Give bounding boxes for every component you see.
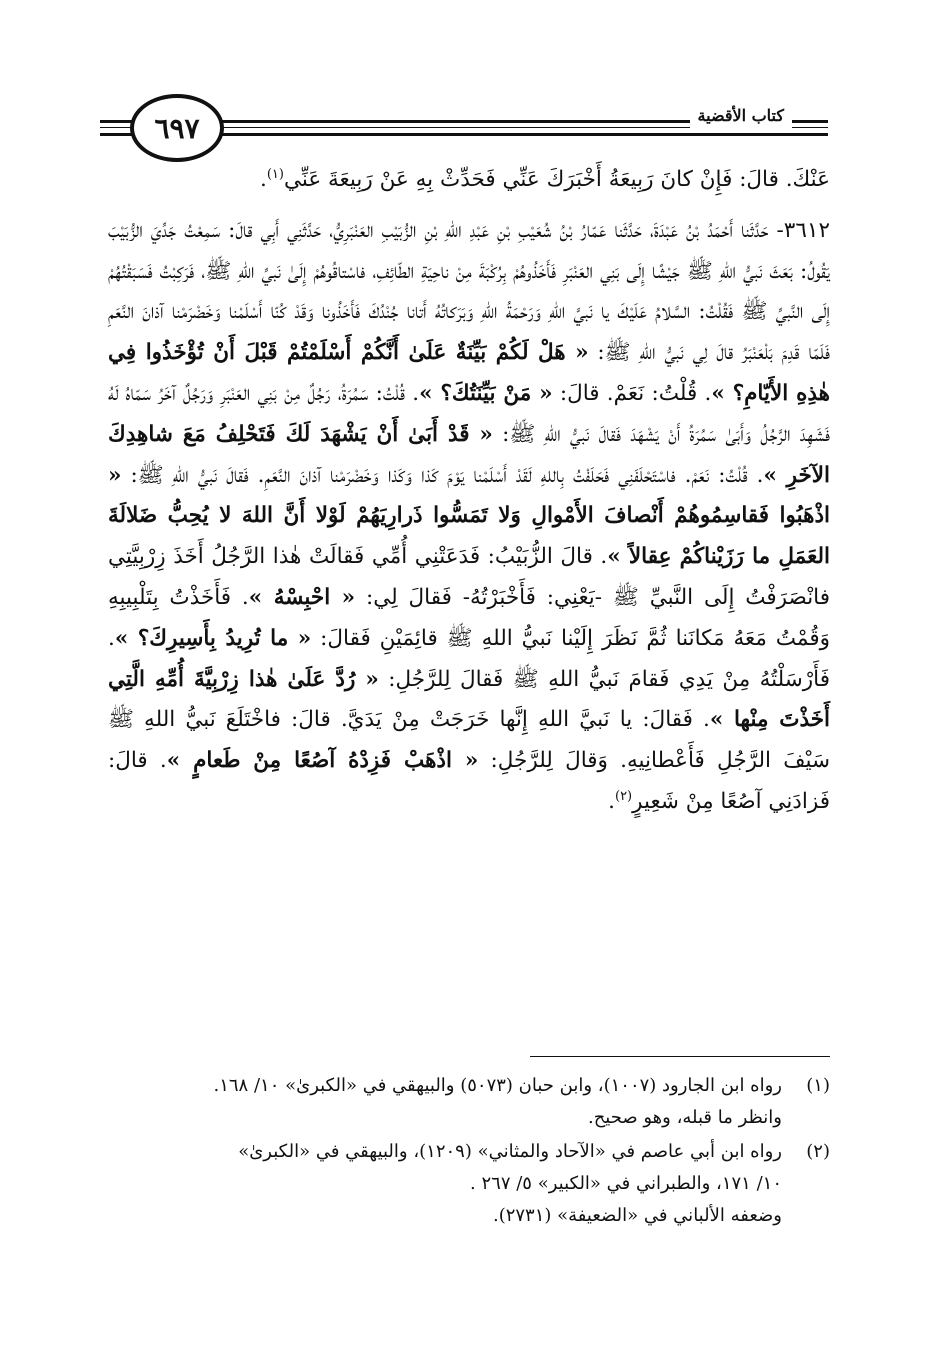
footnote-ref: (٢): [614, 788, 633, 804]
prophetic-quote: « اذْهَبُوا فَقاسِمُوهُمْ أَنْصافَ الأَمْوالِ وَلا تَمَسُّوا ذَرارِيَهُمْ لَوْلا أَنَّ اللهَ لا يُحِبُّ ضَلالَةَ العَمَلِ ما رَزَيْناكُمْ عِقالاً »: [108, 462, 831, 570]
text-run: . قالَ: فَزادَنِي آصُعًا مِنْ شَعِيرٍ: [108, 748, 830, 814]
text-run: . قُلْتُ: نَعَمْ. قالَ:: [552, 380, 712, 406]
text-run: . فَأَرْسَلْتُهُ مِنْ يَدِي فَقامَ نَبيُّ اللهِ ﷺ فَقالَ لِلرَّجُلِ:: [108, 625, 830, 692]
prophetic-quote: « مَنْ بَيِّنَتُكَ؟ »: [419, 380, 553, 406]
footnote-line: ١٠/ ١٧١، والطبراني في «الكبير» ٥/ ٢٦٧ .: [470, 1173, 782, 1194]
text-run: . قُلْتُ: نَعَمْ. فاسْتَحْلَفَنِي فَحَلَفْتُ بِاللهِ لَقَدْ أَسْلَمْنا يَوْمَ كَذا وَكَذا وَخَضْرَمْنا آذانَ النَّعَمِ. فَقالَ نَبيُّ اللهِ ﷺ:: [121, 462, 764, 488]
footnote-divider: [530, 1056, 830, 1057]
text-run: . فَأَخَذْتُ بِتَلْبِيبِهِ وَقُمْتُ مَعَهُ مَكانَنا ثُمَّ نَظَرَ إِلَيْنا نَبيُّ اللهِ ﷺ قائِمَيْنِ فَقالَ:: [108, 584, 831, 651]
footnote-line: رواه ابن الجارود (١٠٠٧)، وابن حبان (٥٠٧٣) والبيهقي في «الكبرىٰ» ١٠/ ١٦٨.: [213, 1075, 782, 1096]
hadith-paragraph: [108, 211, 830, 823]
prophetic-quote: « قَدْ أَبَىٰ أَنْ يَشْهَدَ لَكَ فَتَحْلِفُ مَعَ شاهِدِكَ الآخَرِ »: [108, 421, 831, 488]
page-number-badge: [130, 94, 224, 162]
footnote-line: رواه ابن أبي عاصم في «الآحاد والمثاني» (١٢٠٩)، والبيهقي في «الكبرىٰ»: [238, 1141, 782, 1162]
prophetic-quote: « احْبِسْهُ »: [248, 584, 356, 610]
footnote-line: وانظر ما قبله، وهو صحيح.: [587, 1107, 782, 1128]
paragraph: [108, 160, 830, 201]
book-title: كتاب الأقضية: [690, 104, 792, 128]
text-run: عَنْكَ. قالَ: فَإِنْ كانَ رَبِيعَةُ أَخْبَرَكَ عَنِّي فَحَدِّثْ بِهِ عَنْ رَبِيعَةَ عَنِّي: [283, 167, 830, 192]
text-run: . قالَ الزُّبَيْبُ: فَدَعَتْنِي أُمِّي فَقالَتْ هٰذا الرَّجُلُ أَخَذَ زِرْبِيَّتِي فانْصَرَفْتُ إِلَى النَّبيِّ ﷺ -يَعْنِي: فَأَخْبَرْتُهُ- فَقالَ لِي:: [108, 544, 830, 610]
prophetic-quote: « ما تُرِيدُ بِأَسِيرِكَ؟ »: [114, 625, 312, 651]
footnotes: [108, 1070, 830, 1234]
footnote-number: (١): [806, 1075, 830, 1096]
footnote-ref: (١): [266, 166, 284, 182]
prophetic-quote: « هَلْ لَكُمْ بَيِّنَةٌ عَلَىٰ أَنَّكُمْ أَسْلَمْتُمْ قَبْلَ أَنْ تُؤْخَذُوا فِي هٰذِهِ الأَيّامِ؟ »: [108, 340, 830, 406]
text-run: .: [608, 788, 615, 814]
text-run: ٣٦١٢- حَدَّثَنا أَحْمَدُ بْنُ عَبْدَةَ، حَدَّثَنا عَمّارُ بْنُ شُعَيْبِ بْنِ عَبْدِ اللهِ بْنِ الزُّبَيْبِ العَنْبَرِيُّ، حَدَّثَنِي أَبِي قالَ: سَمِعْتُ جَدِّيَ الزُّبَيْبَ يَقُولُ: بَعَثَ نَبيُّ اللهِ ﷺ جَيْشًا إِلَى بَنِي العَنْبَرِ فَأَخَذُوهُمْ بِرُكْبَةَ مِنْ ناحِيَةِ الطّائِفِ، فاسْتاقُوهُمْ إِلَىٰ نَبيِّ اللهِ ﷺ، فَرَكِبْتُ فَسَبَقْتُهُمْ إِلَى النَّبيِّ ﷺ فَقُلْتُ: السَّلامُ عَلَيْكَ يا نَبيَّ اللهِ وَرَحْمَةُ اللهِ وَبَرَكاتُهُ أَتانا جُنْدُكَ فَأَخَذُونا وَقَدْ كُنّا أَسْلَمْنا وَخَضْرَمْنا آذانَ النَّعَمِ فَلَمّا قَدِمَ بَلْعَنْبَرُ قالَ لِي نَبيُّ اللهِ ﷺ:: [108, 217, 830, 366]
footnote: [108, 1070, 830, 1134]
text-run: .: [259, 167, 267, 192]
main-text: [108, 160, 830, 823]
footnote-line: وضعفه الألباني في «الضعيفة» (٢٧٣١).: [492, 1205, 782, 1226]
prophetic-quote: « رُدَّ عَلَىٰ هٰذا زِرْبِيَّةَ أُمِّهِ الَّتِي أَخَذْتَ مِنْها »: [108, 666, 830, 733]
text-run: . فَقالَ: يا نَبيَّ اللهِ إِنَّها خَرَجَتْ مِنْ يَدَيَّ. قالَ: فاخْتَلَعَ نَبيُّ اللهِ ﷺ سَيْفَ الرَّجُلِ فَأَعْطانِيهِ. وَقالَ لِلرَّجُلِ:: [108, 707, 830, 774]
footnote-number: (٢): [806, 1141, 830, 1162]
text-run: . قُلْتُ: سَمُرَةُ، رَجُلٌ مِنْ بَنِي العَنْبَرِ وَرَجُلٌ آخَرُ سَمّاهُ لَهُ فَشَهِدَ الرَّجُلُ وَأَبَىٰ سَمُرَةُ أَنْ يَشْهَدَ فَقالَ نَبيُّ اللهِ ﷺ:: [108, 380, 831, 447]
page-number: ٦٩٧: [154, 111, 200, 145]
prophetic-quote: « اذْهَبْ فَزِدْهُ آصُعًا مِنْ طَعامٍ »: [166, 748, 479, 774]
page-header: [100, 88, 828, 160]
footnote: [108, 1136, 830, 1232]
